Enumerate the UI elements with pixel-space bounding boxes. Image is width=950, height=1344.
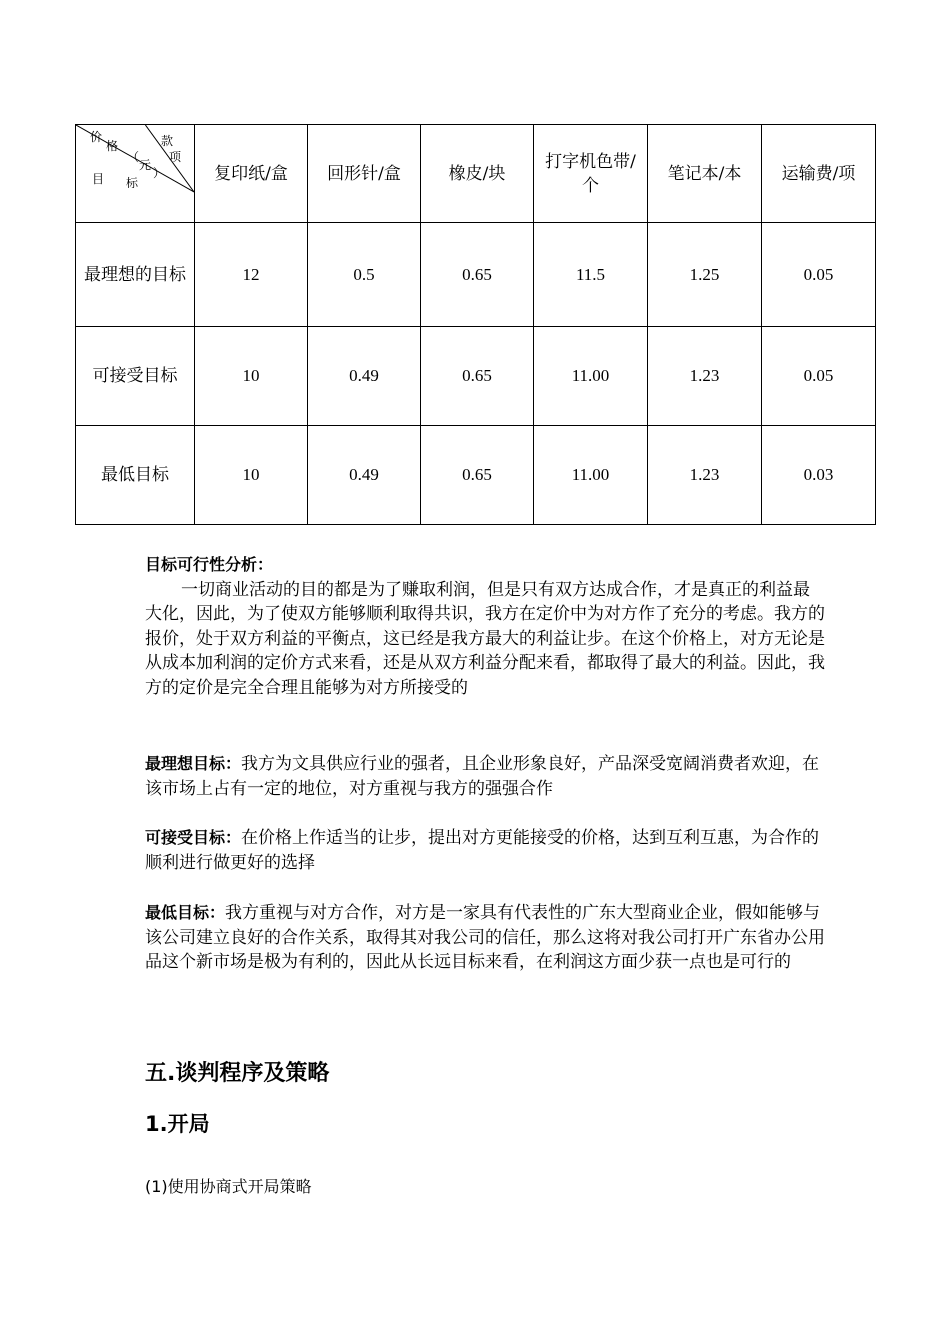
minimum-target-text: 我方重视与对方合作，对方是一家具有代表性的广东大型商业企业，假如能够与该公司建立良好的合作关系，取得其对我公司的信任，那么这将对我公司打开广东省办公用品这个新市场是极为有利的，因此从长远目标来看，在利润这方面少获一点也是可行的	[145, 903, 825, 972]
subsection-heading: 1.开局	[145, 1112, 210, 1136]
corner-char: 款	[161, 134, 174, 148]
feasibility-analysis	[145, 553, 825, 700]
column-header: 复印纸/盒	[195, 125, 308, 223]
analysis-title: 目标可行性分析：	[145, 555, 274, 574]
ideal-target-label: 最理想目标：	[145, 754, 242, 773]
table-row	[76, 223, 876, 327]
table-cell: 10	[195, 327, 308, 426]
table-cell: 0.05	[762, 223, 876, 327]
corner-char: 格	[106, 139, 119, 153]
corner-char: 价	[90, 130, 103, 144]
table-cell: 0.49	[308, 327, 421, 426]
analysis-body: 一切商业活动的目的都是为了赚取利润，但是只有双方达成合作，才是真正的利益最大化，因此，为了使双方能够顺利取得共识，我方在定价中为对方作了充分的考虑。我方的报价，处于双方利益的平衡点，这已经是我方最大的利益让步。在这个价格上，对方无论是从成本加利润的定价方式来看，还是从双方利益分配来看，都取得了最大的利益。因此，我方的定价是完全合理且能够为对方所接受的	[145, 579, 825, 698]
table-cell: 1.23	[648, 426, 762, 525]
price-target-table	[75, 124, 876, 525]
table-cell: 11.00	[534, 426, 648, 525]
row-label: 最理想的目标	[76, 223, 195, 327]
corner-char: 标	[126, 176, 139, 190]
column-header: 运输费/项	[762, 125, 876, 223]
section-heading: 五.谈判程序及策略	[145, 1061, 330, 1086]
table-cell: 12	[195, 223, 308, 327]
diagonal-header-cell	[76, 125, 195, 223]
column-header: 橡皮/块	[421, 125, 534, 223]
strategy-item: (1)使用协商式开局策略	[145, 1177, 312, 1196]
column-header: 笔记本/本	[648, 125, 762, 223]
table-cell: 0.5	[308, 223, 421, 327]
corner-char: 元	[139, 158, 152, 172]
ideal-target-text: 我方为文具供应行业的强者，且企业形象良好，产品深受宽阔消费者欢迎，在该市场上占有一定的地位，对方重视与我方的强强合作	[145, 754, 820, 799]
table-cell: 0.65	[421, 223, 534, 327]
row-label: 可接受目标	[76, 327, 195, 426]
acceptable-target-label: 可接受目标：	[145, 828, 242, 847]
column-header: 回形针/盒	[308, 125, 421, 223]
minimum-target-label: 最低目标：	[145, 903, 226, 922]
table-cell: 11.00	[534, 327, 648, 426]
minimum-target-paragraph	[145, 901, 825, 975]
row-label: 最低目标	[76, 426, 195, 525]
table-row	[76, 327, 876, 426]
table-cell: 0.03	[762, 426, 876, 525]
table-cell: 0.65	[421, 327, 534, 426]
corner-char: 项	[169, 150, 182, 164]
acceptable-target-paragraph	[145, 826, 825, 875]
corner-char: ）	[153, 166, 166, 180]
table-cell: 0.49	[308, 426, 421, 525]
table-header-row	[76, 125, 876, 223]
ideal-target-paragraph	[145, 752, 825, 801]
table-cell: 0.05	[762, 327, 876, 426]
corner-char: （	[127, 150, 140, 164]
table-row	[76, 426, 876, 525]
corner-char: 目	[92, 172, 105, 186]
table-cell: 11.5	[534, 223, 648, 327]
table-cell: 10	[195, 426, 308, 525]
table-cell: 0.65	[421, 426, 534, 525]
acceptable-target-text: 在价格上作适当的让步，提出对方更能接受的价格，达到互利互惠，为合作的顺利进行做更好的选择	[145, 828, 820, 873]
column-header: 打字机色带/个	[534, 125, 648, 223]
table-cell: 1.23	[648, 327, 762, 426]
table-cell: 1.25	[648, 223, 762, 327]
